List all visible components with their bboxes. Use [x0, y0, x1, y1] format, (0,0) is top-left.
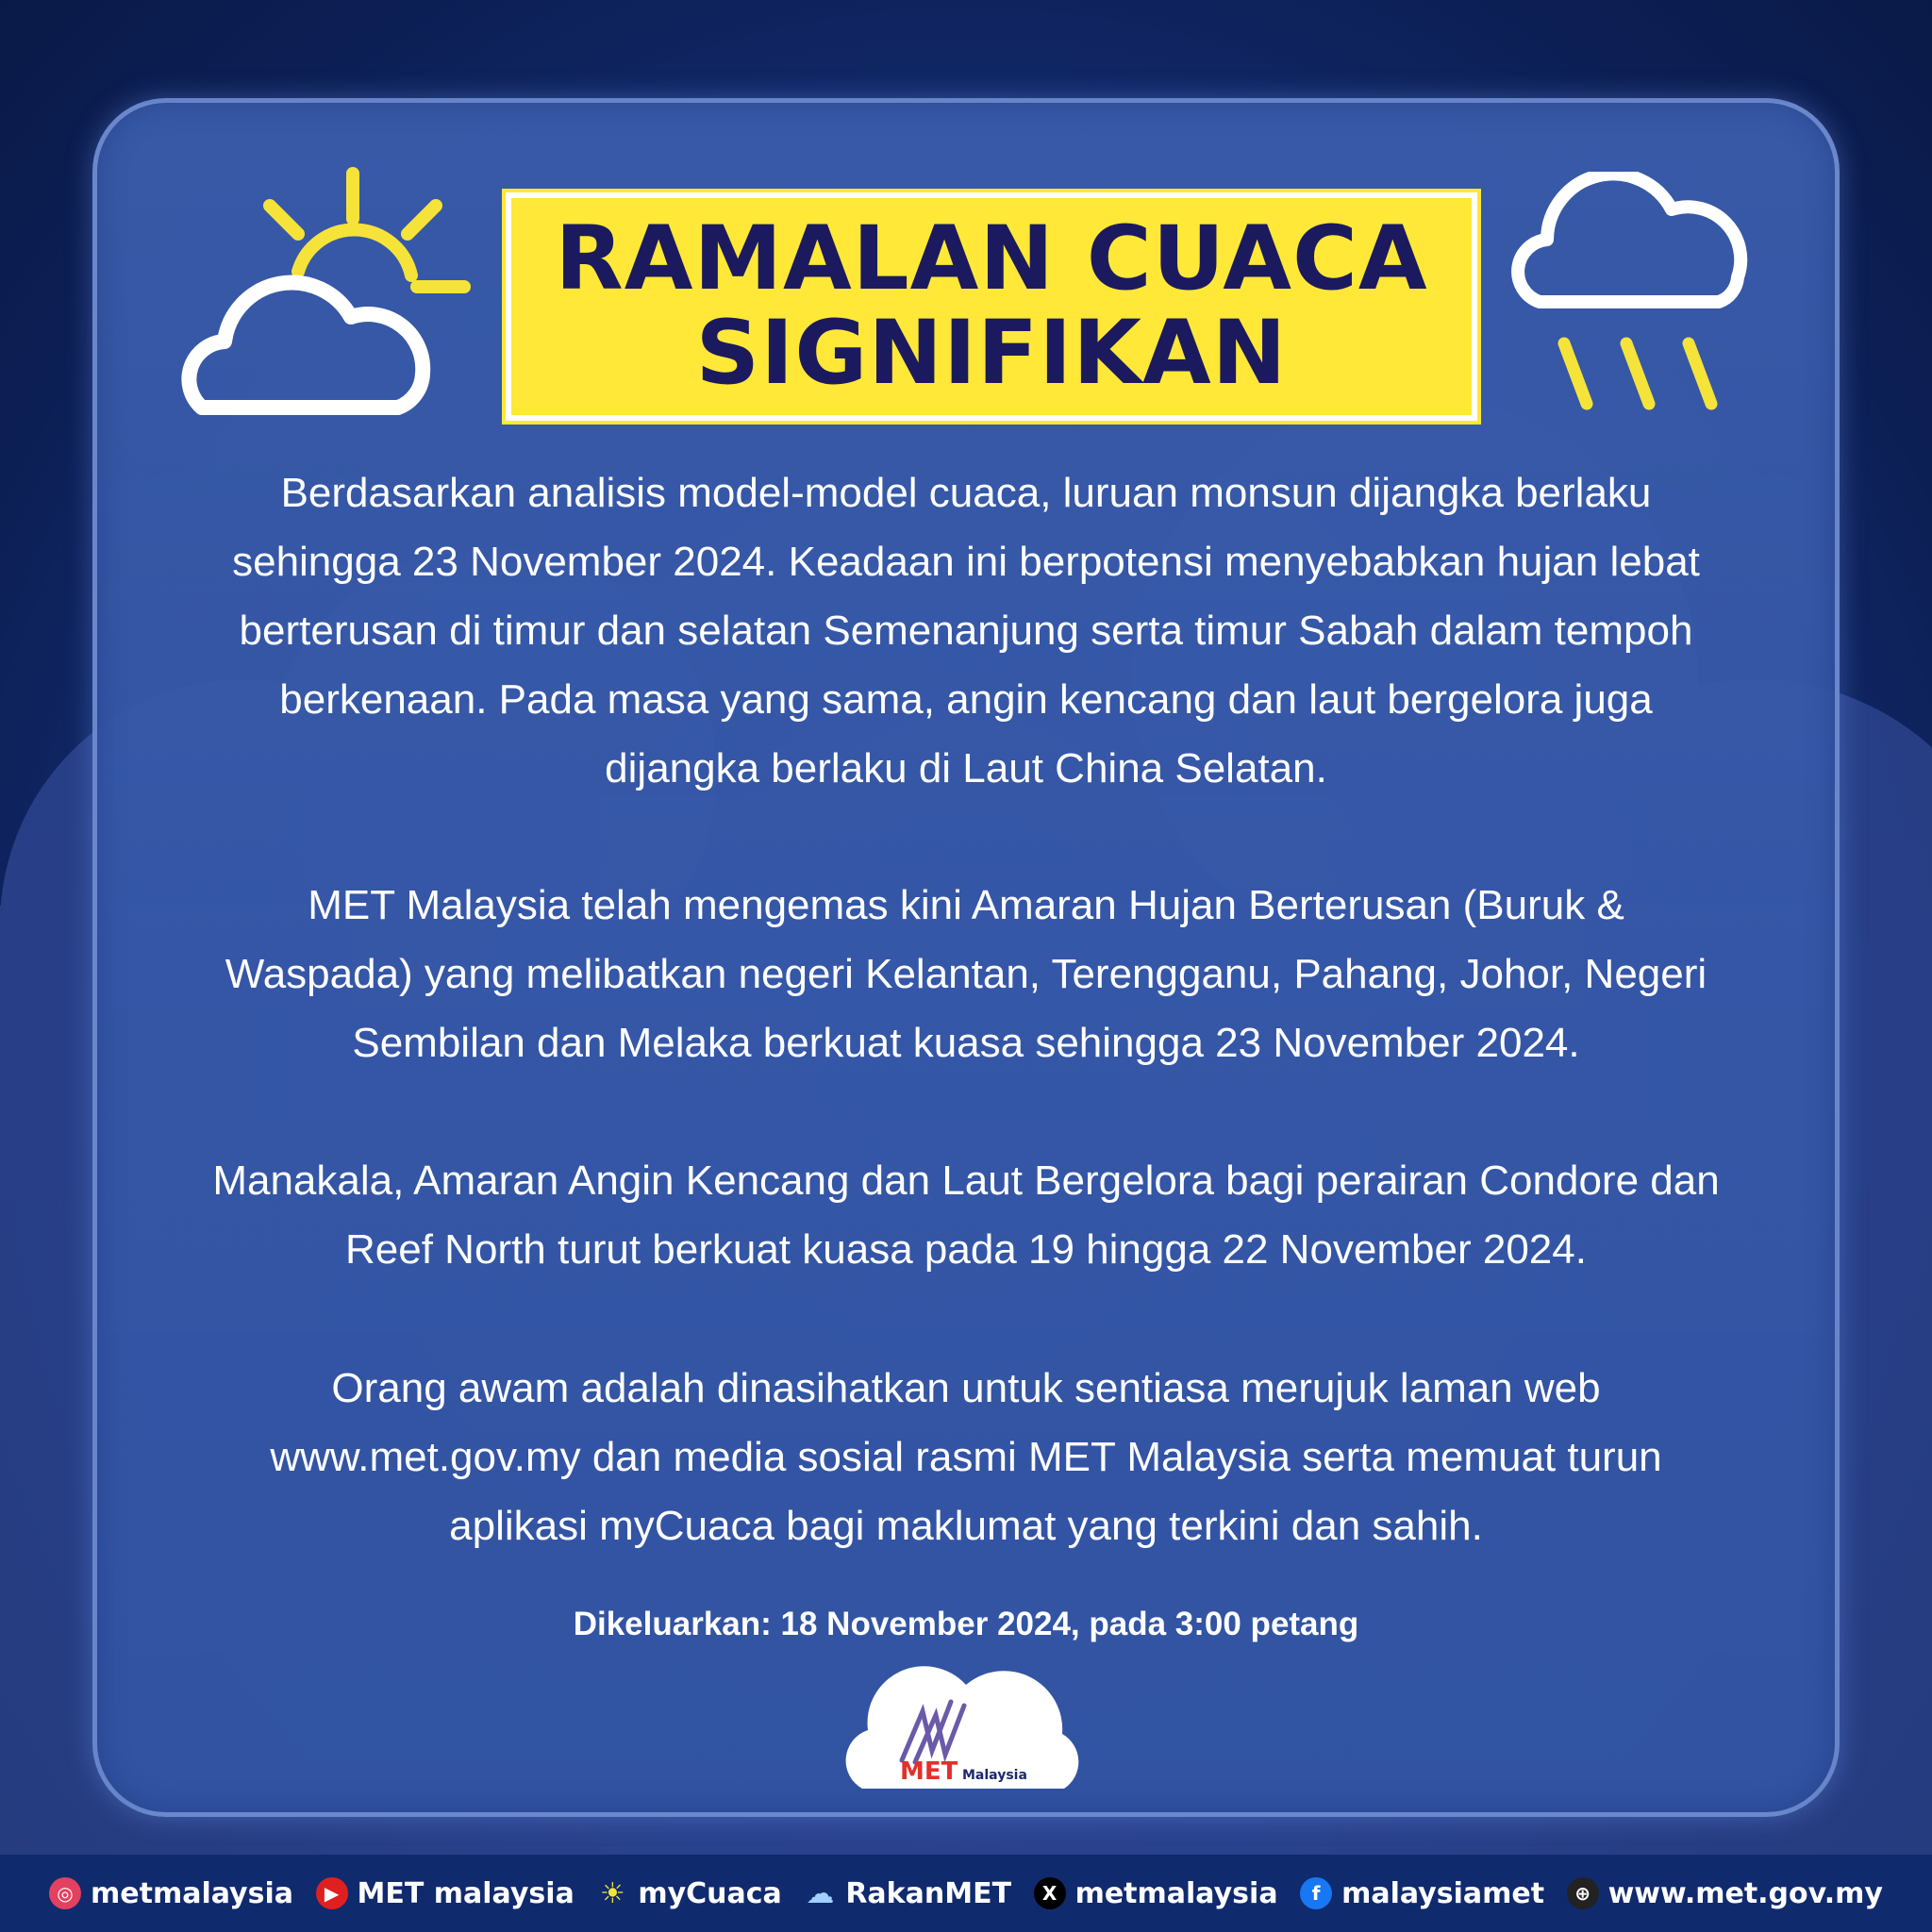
- text-line: sehingga 23 November 2024. Keadaan ini berpotensi menyebabkan hujan lebat: [232, 539, 1700, 585]
- footer-facebook[interactable]: [1300, 1877, 1544, 1910]
- footer-website[interactable]: [1567, 1877, 1883, 1910]
- footer-rakanmet[interactable]: [804, 1877, 1011, 1910]
- paragraph-1: [142, 458, 1790, 803]
- text-line: Berdasarkan analisis model-model cuaca, luruan monsun dijangka berlaku: [280, 470, 1652, 516]
- sun-cloud-icon: [175, 160, 477, 425]
- paragraph-4: [142, 1354, 1790, 1560]
- text-line: MET Malaysia telah mengemas kini Amaran Hujan Berterusan (Buruk &: [308, 882, 1624, 928]
- footer-label: metmalaysia: [1074, 1876, 1278, 1910]
- footer-social-bar: [0, 1855, 1932, 1932]
- facebook-icon: f: [1300, 1877, 1332, 1909]
- footer-instagram[interactable]: [49, 1877, 293, 1910]
- text-line: berkenaan. Pada masa yang sama, angin kencang dan laut bergelora juga: [279, 676, 1653, 723]
- text-line: Waspada) yang melibatkan negeri Kelantan, Terengganu, Pahang, Johor, Negeri: [225, 951, 1707, 997]
- globe-icon: ⊕: [1567, 1877, 1599, 1909]
- issued-date: Dikeluarkan: 18 November 2024, pada 3:00 petang: [573, 1606, 1359, 1642]
- rakanmet-icon: ☁: [806, 1876, 835, 1910]
- footer-label: malaysiamet: [1341, 1876, 1545, 1910]
- paragraph-2: [142, 871, 1790, 1077]
- met-malaysia-logo: [845, 1657, 1087, 1800]
- logo-brand: MET: [900, 1757, 958, 1786]
- footer-x[interactable]: [1034, 1877, 1278, 1910]
- title-banner: [506, 192, 1477, 421]
- text-line: Manakala, Amaran Angin Kencang dan Laut Bergelora bagi perairan Condore dan: [212, 1158, 1720, 1204]
- title-line-1: RAMALAN CUACA: [555, 208, 1428, 310]
- instagram-icon: ◎: [49, 1877, 81, 1909]
- text-line: aplikasi myCuaca bagi maklumat yang terkini dan sahih.: [449, 1503, 1483, 1549]
- text-line: Reef North turut berkuat kuasa pada 19 hingga 22 November 2024.: [345, 1226, 1587, 1273]
- x-icon: X: [1034, 1877, 1066, 1909]
- logo-sub: Malaysia: [962, 1768, 1027, 1783]
- text-line: www.met.gov.my dan media sosial rasmi MET Malaysia serta memuat turun: [270, 1434, 1662, 1480]
- footer-label: www.met.gov.my: [1607, 1876, 1883, 1910]
- footer-label: RakanMET: [845, 1876, 1012, 1910]
- footer-label: MET malaysia: [357, 1876, 575, 1910]
- text-line: Sembilan dan Melaka berkuat kuasa sehingga 23 November 2024.: [352, 1020, 1580, 1066]
- mycuaca-icon: ☀: [599, 1876, 625, 1910]
- footer-label: myCuaca: [638, 1876, 782, 1910]
- title-line-2: SIGNIFIKAN: [695, 302, 1288, 405]
- text-line: Orang awam adalah dinasihatkan untuk sentiasa merujuk laman web: [331, 1365, 1601, 1411]
- footer-mycuaca[interactable]: [596, 1877, 781, 1910]
- paragraph-3: [142, 1146, 1790, 1284]
- text-line: dijangka berlaku di Laut China Selatan.: [605, 745, 1327, 791]
- footer-label: metmalaysia: [91, 1876, 293, 1910]
- rain-cloud-icon: [1506, 172, 1760, 426]
- footer-youtube[interactable]: [316, 1877, 575, 1910]
- youtube-icon: ▶: [316, 1877, 348, 1909]
- text-line: berterusan di timur dan selatan Semenanjung serta timur Sabah dalam tempoh: [239, 608, 1693, 654]
